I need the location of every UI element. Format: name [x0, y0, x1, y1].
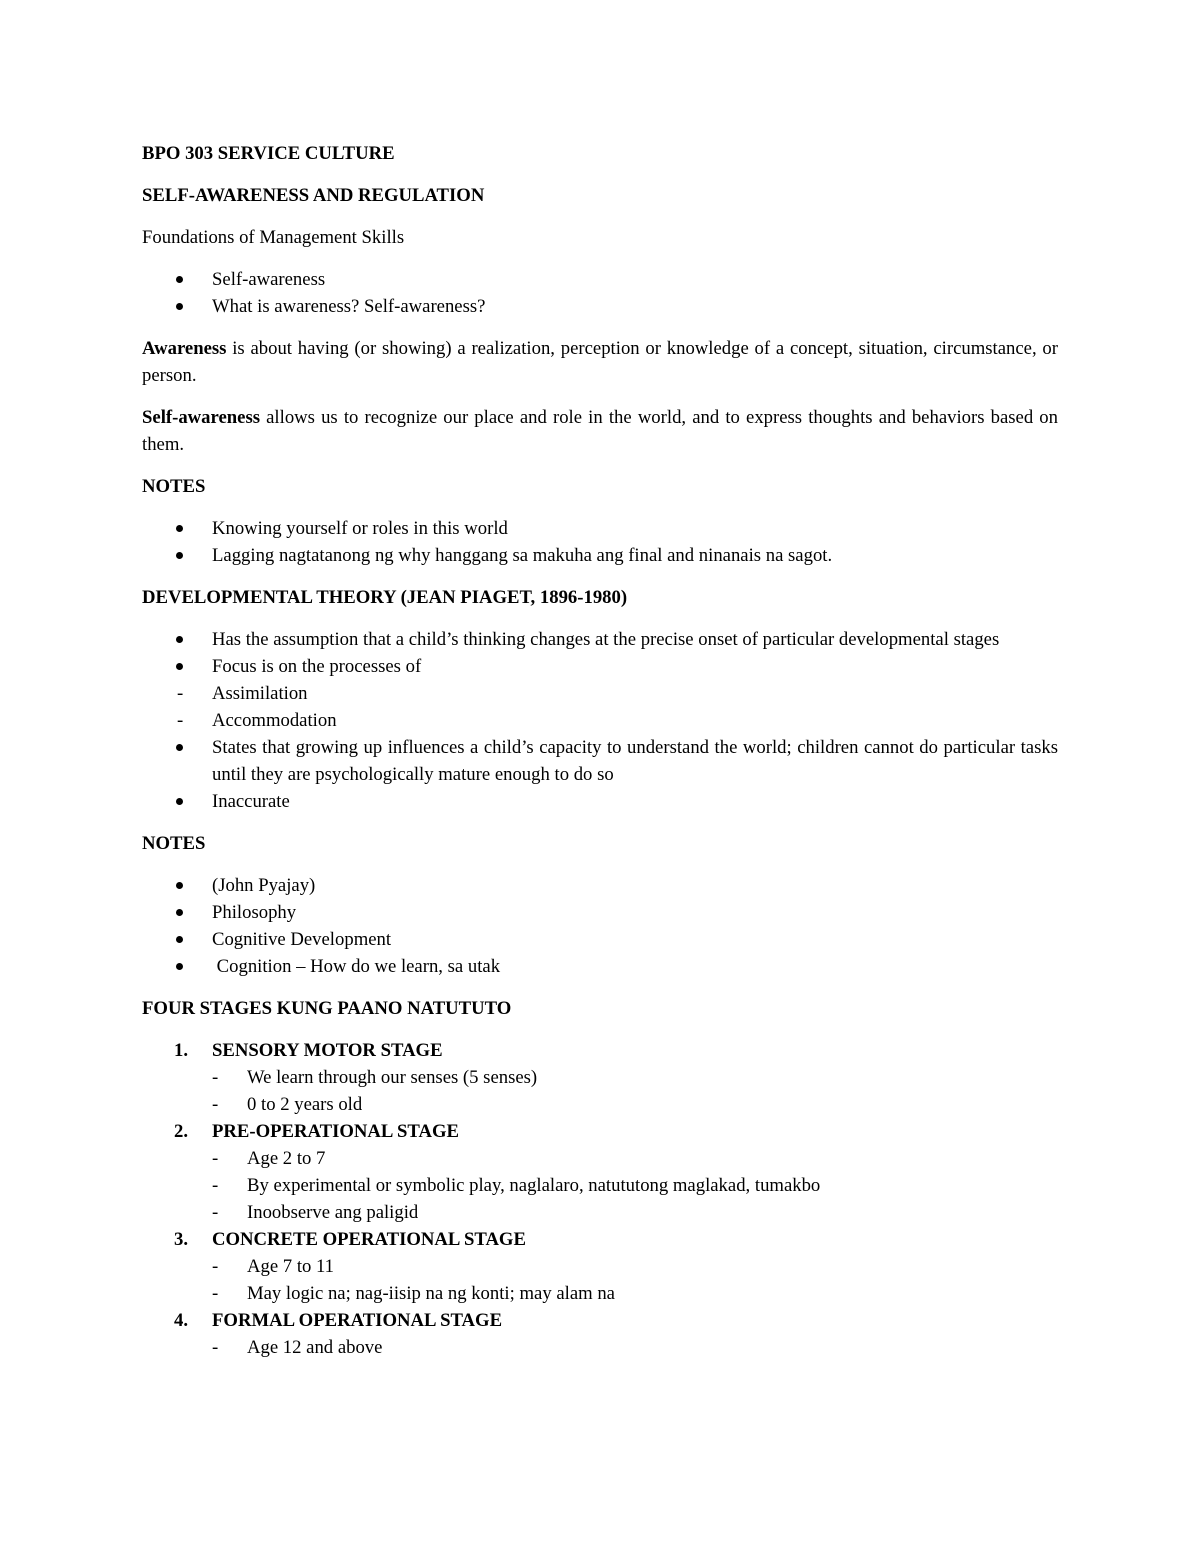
list-item: - 0 to 2 years old: [212, 1094, 363, 1115]
stage-items: [212, 1253, 1058, 1307]
bullet-icon: [176, 525, 183, 532]
list-item: Lagging nagtatanong ng why hanggang sa makuha ang final and ninanais na sagot.: [142, 542, 1058, 569]
list-item: - Assimilation: [177, 683, 308, 704]
list-item: - Age 12 and above: [212, 1337, 383, 1358]
list-item: - Inoobserve ang paligid: [212, 1202, 419, 1223]
list-item: - Age 7 to 11: [212, 1256, 335, 1277]
list-item: Cognitive Development: [142, 926, 1058, 953]
stage-items: [212, 1145, 1058, 1226]
list-item: Has the assumption that a child’s thinking changes at the precise onset of particular developmental stages: [142, 626, 1058, 653]
stage-title: CONCRETE OPERATIONAL STAGE: [212, 1229, 526, 1250]
notes-list: [142, 872, 1058, 980]
stages-heading: FOUR STAGES KUNG PAANO NATUTUTO: [142, 998, 512, 1019]
list-item: Knowing yourself or roles in this world: [142, 515, 1058, 542]
bullet-icon: [176, 909, 183, 916]
list-item: 1. SENSORY MOTOR STAGE - We learn through our senses (5 senses) - 0 to 2 years old: [142, 1037, 1058, 1118]
self-awareness-term: Self-awareness: [142, 407, 260, 428]
awareness-paragraph: [142, 335, 1058, 389]
list-item: 4. FORMAL OPERATIONAL STAGE - Age 12 and above: [142, 1307, 1058, 1361]
stage-title: SENSORY MOTOR STAGE: [212, 1040, 443, 1061]
stage-items: [212, 1064, 1058, 1118]
subtitle: Foundations of Management Skills: [142, 227, 405, 248]
theory-heading: DEVELOPMENTAL THEORY (JEAN PIAGET, 1896-1980): [142, 587, 628, 608]
theory-list: [142, 626, 1058, 815]
intro-bullet-list: [142, 266, 1058, 320]
self-awareness-definition: allows us to recognize our place and role in the world, and to express thoughts and behaviors based on them.: [142, 407, 1058, 455]
bullet-icon: [176, 663, 183, 670]
list-item: - By experimental or symbolic play, naglalaro, natututong maglakad, tumakbo: [212, 1175, 821, 1196]
stage-title: PRE-OPERATIONAL STAGE: [212, 1121, 459, 1142]
list-item: Inaccurate: [142, 788, 1058, 815]
notes-heading: NOTES: [142, 476, 206, 497]
list-item: - May logic na; nag-iisip na ng konti; may alam na: [212, 1283, 615, 1304]
bullet-icon: [176, 936, 183, 943]
bullet-icon: [176, 303, 183, 310]
notes-heading: NOTES: [142, 833, 206, 854]
bullet-icon: [176, 636, 183, 643]
list-item: 2. PRE-OPERATIONAL STAGE - Age 2 to 7 - By experimental or symbolic play, naglalaro, natututong maglakad, tumakbo - Inoobserve ang paligid: [142, 1118, 1058, 1226]
bullet-icon: [176, 552, 183, 559]
document-body: [142, 140, 1058, 1361]
list-item: Philosophy: [142, 899, 1058, 926]
self-awareness-paragraph: [142, 404, 1058, 458]
theory-sub-list: [177, 680, 1058, 734]
awareness-definition: is about having (or showing) a realization, perception or knowledge of a concept, situation, circumstance, or person.: [142, 338, 1058, 386]
list-item: 3. CONCRETE OPERATIONAL STAGE - Age 7 to 11 - May logic na; nag-iisip na ng konti; may alam na: [142, 1226, 1058, 1307]
stages-list: [142, 1037, 1058, 1361]
bullet-icon: [176, 882, 183, 889]
list-item: Cognition – How do we learn, sa utak: [142, 953, 1058, 980]
notes-list: [142, 515, 1058, 569]
course-title: BPO 303 SERVICE CULTURE: [142, 143, 395, 164]
list-item: - Accommodation: [177, 710, 337, 731]
list-item: States that growing up influences a child’s capacity to understand the world; children cannot do particular tasks until they are psychologically mature enough to do so: [142, 734, 1058, 788]
section-title: SELF-AWARENESS AND REGULATION: [142, 185, 485, 206]
list-item: Self-awareness: [142, 266, 1058, 293]
list-item: What is awareness? Self-awareness?: [142, 293, 1058, 320]
awareness-term: Awareness: [142, 338, 227, 359]
list-item: Focus is on the processes of - Assimilation - Accommodation: [142, 653, 1058, 734]
list-item: - Age 2 to 7: [212, 1148, 326, 1169]
bullet-icon: [176, 744, 183, 751]
list-item: (John Pyajay): [142, 872, 1058, 899]
list-item: - We learn through our senses (5 senses): [212, 1067, 538, 1088]
stage-title: FORMAL OPERATIONAL STAGE: [212, 1310, 503, 1331]
stage-items: [212, 1334, 1058, 1361]
bullet-icon: [176, 963, 183, 970]
bullet-icon: [176, 276, 183, 283]
bullet-icon: [176, 798, 183, 805]
